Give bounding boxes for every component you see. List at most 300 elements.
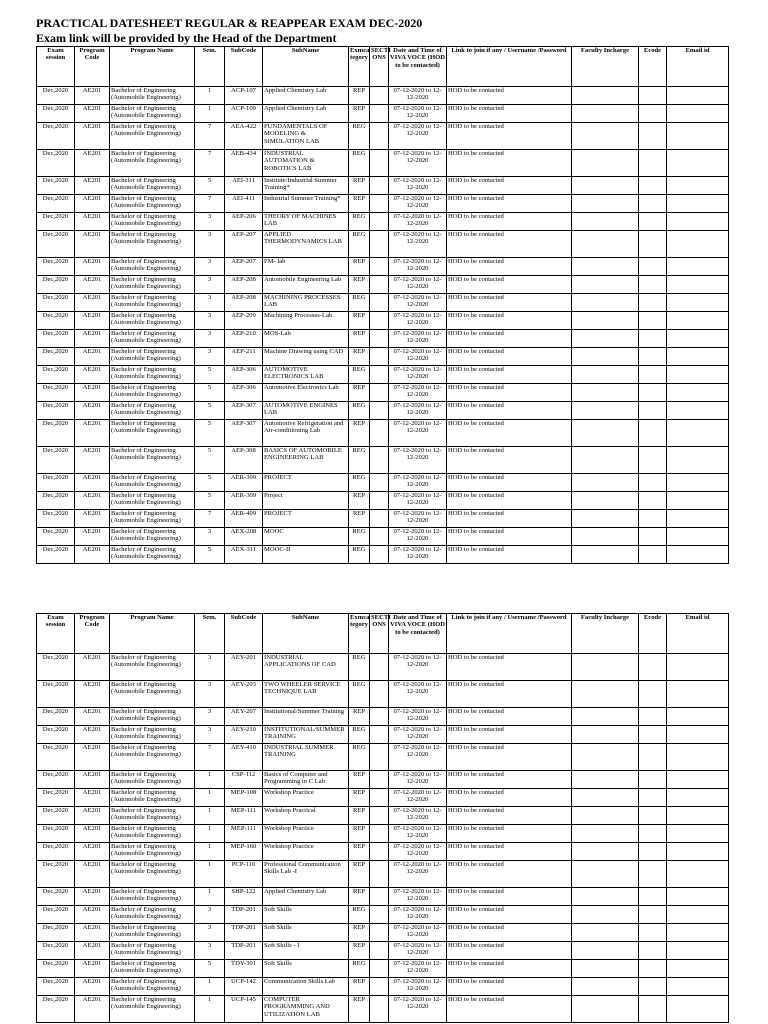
email-id-cell: [667, 492, 729, 510]
email-id-cell: [667, 510, 729, 528]
subcode-cell: AEP-208: [225, 276, 263, 294]
subname-cell: BASICS OF AUTOMOBILE ENGINEERING LAB: [263, 447, 349, 474]
ecode-cell: [639, 312, 667, 330]
join-link-cell: HOD to be contacted: [447, 888, 572, 906]
program-code-cell: AE201: [75, 924, 110, 942]
subcode-cell: AEI-311: [225, 177, 263, 195]
column-header-subname: SubName: [263, 47, 349, 87]
join-link-cell: HOD to be contacted: [447, 348, 572, 366]
sections-cell: [370, 384, 389, 402]
program-code-cell: AE201: [75, 384, 110, 402]
column-header-exam-category: Exmca tegory: [349, 614, 370, 654]
join-link-cell: HOD to be contacted: [447, 906, 572, 924]
faculty-incharge-cell: [572, 510, 639, 528]
exam-category-cell: REP: [349, 807, 370, 825]
column-header-exam-category: Exmca tegory: [349, 47, 370, 87]
sem-cell: 3: [195, 654, 225, 681]
viva-date-cell: 07-12-2020 to 12-12-2020: [389, 402, 447, 420]
viva-date-cell: 07-12-2020 to 12-12-2020: [389, 825, 447, 843]
join-link-cell: HOD to be contacted: [447, 789, 572, 807]
exam-category-cell: REG: [349, 474, 370, 492]
viva-date-cell: 07-12-2020 to 12-12-2020: [389, 960, 447, 978]
faculty-incharge-cell: [572, 708, 639, 726]
table-row: [37, 528, 729, 546]
program-code-cell: AE201: [75, 87, 110, 105]
sections-cell: [370, 546, 389, 564]
sections-cell: [370, 771, 389, 789]
program-code-cell: AE201: [75, 528, 110, 546]
subname-cell: TWO WHEELER SERVICE TECHNIQUE LAB: [263, 681, 349, 708]
sem-cell: 3: [195, 258, 225, 276]
table-row: [37, 843, 729, 861]
viva-date-cell: 07-12-2020 to 12-12-2020: [389, 492, 447, 510]
faculty-incharge-cell: [572, 681, 639, 708]
subcode-cell: MEP-160: [225, 843, 263, 861]
program-name-cell: Bachelor of Engineering (Automobile Engineering): [110, 825, 195, 843]
program-name-cell: Bachelor of Engineering (Automobile Engineering): [110, 384, 195, 402]
program-code-cell: AE201: [75, 960, 110, 978]
exam-category-cell: REG: [349, 213, 370, 231]
ecode-cell: [639, 960, 667, 978]
column-header-faculty-incharge: Faculty Incharge: [572, 614, 639, 654]
join-link-cell: HOD to be contacted: [447, 861, 572, 888]
exam-session-cell: Dec,2020: [37, 276, 75, 294]
sem-cell: 7: [195, 744, 225, 771]
ecode-cell: [639, 906, 667, 924]
subcode-cell: AEY-410: [225, 744, 263, 771]
faculty-incharge-cell: [572, 546, 639, 564]
subcode-cell: CSP-112: [225, 771, 263, 789]
program-code-cell: AE201: [75, 150, 110, 177]
exam-session-cell: Dec,2020: [37, 744, 75, 771]
program-name-cell: Bachelor of Engineering (Automobile Engineering): [110, 654, 195, 681]
program-code-cell: AE201: [75, 276, 110, 294]
subcode-cell: AEP-206: [225, 213, 263, 231]
program-code-cell: AE201: [75, 213, 110, 231]
viva-date-cell: 07-12-2020 to 12-12-2020: [389, 231, 447, 258]
ecode-cell: [639, 708, 667, 726]
exam-category-cell: REP: [349, 978, 370, 996]
table-header-row: [37, 614, 729, 654]
exam-category-cell: REP: [349, 825, 370, 843]
sections-cell: [370, 861, 389, 888]
exam-session-cell: Dec,2020: [37, 258, 75, 276]
sections-cell: [370, 231, 389, 258]
sections-cell: [370, 906, 389, 924]
table-row: [37, 681, 729, 708]
table-row: [37, 474, 729, 492]
exam-category-cell: REG: [349, 447, 370, 474]
ecode-cell: [639, 825, 667, 843]
program-code-cell: AE201: [75, 195, 110, 213]
subcode-cell: UCP-142: [225, 978, 263, 996]
program-name-cell: Bachelor of Engineering (Automobile Engineering): [110, 231, 195, 258]
subname-cell: MOOC-II: [263, 546, 349, 564]
table-row: [37, 906, 729, 924]
faculty-incharge-cell: [572, 312, 639, 330]
table-row: [37, 348, 729, 366]
program-code-cell: AE201: [75, 843, 110, 861]
exam-category-cell: REP: [349, 195, 370, 213]
sem-cell: 5: [195, 546, 225, 564]
email-id-cell: [667, 906, 729, 924]
subcode-cell: AER-409: [225, 510, 263, 528]
program-name-cell: Bachelor of Engineering (Automobile Engineering): [110, 348, 195, 366]
viva-date-cell: 07-12-2020 to 12-12-2020: [389, 546, 447, 564]
sections-cell: [370, 708, 389, 726]
sem-cell: 5: [195, 366, 225, 384]
subname-cell: MOS-Lab: [263, 330, 349, 348]
exam-category-cell: REP: [349, 258, 370, 276]
exam-session-cell: Dec,2020: [37, 906, 75, 924]
subname-cell: Applied Chemistry Lab: [263, 87, 349, 105]
exam-session-cell: Dec,2020: [37, 150, 75, 177]
viva-date-cell: 07-12-2020 to 12-12-2020: [389, 744, 447, 771]
ecode-cell: [639, 105, 667, 123]
program-name-cell: Bachelor of Engineering (Automobile Engineering): [110, 771, 195, 789]
table-row: [37, 105, 729, 123]
sem-cell: 3: [195, 312, 225, 330]
subcode-cell: AEY-210: [225, 726, 263, 744]
program-name-cell: Bachelor of Engineering (Automobile Engineering): [110, 213, 195, 231]
program-code-cell: AE201: [75, 312, 110, 330]
program-name-cell: Bachelor of Engineering (Automobile Engineering): [110, 150, 195, 177]
sections-cell: [370, 978, 389, 996]
email-id-cell: [667, 276, 729, 294]
exam-category-cell: REG: [349, 150, 370, 177]
sections-cell: [370, 213, 389, 231]
table-row: [37, 492, 729, 510]
subcode-cell: MEP-111: [225, 807, 263, 825]
program-name-cell: Bachelor of Engineering (Automobile Engineering): [110, 681, 195, 708]
ecode-cell: [639, 258, 667, 276]
exam-category-cell: REP: [349, 105, 370, 123]
viva-date-cell: 07-12-2020 to 12-12-2020: [389, 681, 447, 708]
sem-cell: 3: [195, 942, 225, 960]
column-header-email-id: Email id: [667, 47, 729, 87]
exam-session-cell: Dec,2020: [37, 213, 75, 231]
ecode-cell: [639, 330, 667, 348]
sections-cell: [370, 996, 389, 1023]
column-header-faculty-incharge: Faculty Incharge: [572, 47, 639, 87]
sections-cell: [370, 888, 389, 906]
sem-cell: 3: [195, 708, 225, 726]
sem-cell: 5: [195, 384, 225, 402]
viva-date-cell: 07-12-2020 to 12-12-2020: [389, 177, 447, 195]
subname-cell: FM- lab: [263, 258, 349, 276]
program-code-cell: AE201: [75, 447, 110, 474]
program-name-cell: Bachelor of Engineering (Automobile Engineering): [110, 924, 195, 942]
email-id-cell: [667, 150, 729, 177]
column-header-ecode: Ecode: [639, 47, 667, 87]
program-code-cell: AE201: [75, 906, 110, 924]
program-code-cell: AE201: [75, 420, 110, 447]
faculty-incharge-cell: [572, 420, 639, 447]
program-code-cell: AE201: [75, 771, 110, 789]
subcode-cell: AEX-208: [225, 528, 263, 546]
join-link-cell: HOD to be contacted: [447, 474, 572, 492]
ecode-cell: [639, 888, 667, 906]
exam-category-cell: REG: [349, 744, 370, 771]
viva-date-cell: 07-12-2020 to 12-12-2020: [389, 654, 447, 681]
table-row: [37, 708, 729, 726]
table-row: [37, 942, 729, 960]
email-id-cell: [667, 888, 729, 906]
exam-session-cell: Dec,2020: [37, 87, 75, 105]
subcode-cell: AEI-411: [225, 195, 263, 213]
table-row: [37, 996, 729, 1023]
exam-session-cell: Dec,2020: [37, 960, 75, 978]
join-link-cell: HOD to be contacted: [447, 294, 572, 312]
sections-cell: [370, 942, 389, 960]
subname-cell: MACHINING PROCESSES LAB: [263, 294, 349, 312]
join-link-cell: HOD to be contacted: [447, 807, 572, 825]
viva-date-cell: 07-12-2020 to 12-12-2020: [389, 348, 447, 366]
subcode-cell: MEP-111: [225, 825, 263, 843]
sem-cell: 1: [195, 105, 225, 123]
email-id-cell: [667, 978, 729, 996]
ecode-cell: [639, 861, 667, 888]
ecode-cell: [639, 924, 667, 942]
program-code-cell: AE201: [75, 681, 110, 708]
sem-cell: 7: [195, 195, 225, 213]
sem-cell: 3: [195, 528, 225, 546]
sections-cell: [370, 681, 389, 708]
sections-cell: [370, 177, 389, 195]
subcode-cell: AEP-207: [225, 231, 263, 258]
faculty-incharge-cell: [572, 789, 639, 807]
table-row: [37, 744, 729, 771]
subcode-cell: AEP-210: [225, 330, 263, 348]
ecode-cell: [639, 195, 667, 213]
exam-session-cell: Dec,2020: [37, 231, 75, 258]
ecode-cell: [639, 546, 667, 564]
subcode-cell: AEP-306: [225, 366, 263, 384]
table-row: [37, 330, 729, 348]
viva-date-cell: 07-12-2020 to 12-12-2020: [389, 510, 447, 528]
subname-cell: Basics of Computer and Programming in C Lab: [263, 771, 349, 789]
program-name-cell: Bachelor of Engineering (Automobile Engineering): [110, 276, 195, 294]
column-header-join-link: Link to join if any / Username /Password: [447, 47, 572, 87]
ecode-cell: [639, 510, 667, 528]
sem-cell: 3: [195, 726, 225, 744]
sem-cell: 7: [195, 150, 225, 177]
sections-cell: [370, 348, 389, 366]
ecode-cell: [639, 843, 667, 861]
exam-category-cell: REG: [349, 123, 370, 150]
exam-category-cell: REG: [349, 726, 370, 744]
faculty-incharge-cell: [572, 87, 639, 105]
exam-session-cell: Dec,2020: [37, 105, 75, 123]
viva-date-cell: 07-12-2020 to 12-12-2020: [389, 771, 447, 789]
table-row: [37, 546, 729, 564]
exam-session-cell: Dec,2020: [37, 681, 75, 708]
datesheet-table-1: [36, 46, 729, 564]
faculty-incharge-cell: [572, 348, 639, 366]
viva-date-cell: 07-12-2020 to 12-12-2020: [389, 258, 447, 276]
subname-cell: MOOC: [263, 528, 349, 546]
join-link-cell: HOD to be contacted: [447, 492, 572, 510]
table-row: [37, 87, 729, 105]
join-link-cell: HOD to be contacted: [447, 150, 572, 177]
program-name-cell: Bachelor of Engineering (Automobile Engineering): [110, 996, 195, 1023]
exam-category-cell: REG: [349, 546, 370, 564]
table-row: [37, 366, 729, 384]
faculty-incharge-cell: [572, 996, 639, 1023]
exam-category-cell: REP: [349, 276, 370, 294]
exam-category-cell: REG: [349, 906, 370, 924]
exam-category-cell: REP: [349, 87, 370, 105]
column-header-subname: SubName: [263, 614, 349, 654]
viva-date-cell: 07-12-2020 to 12-12-2020: [389, 942, 447, 960]
join-link-cell: HOD to be contacted: [447, 105, 572, 123]
program-name-cell: Bachelor of Engineering (Automobile Engineering): [110, 195, 195, 213]
join-link-cell: HOD to be contacted: [447, 330, 572, 348]
join-link-cell: HOD to be contacted: [447, 213, 572, 231]
email-id-cell: [667, 825, 729, 843]
email-id-cell: [667, 348, 729, 366]
email-id-cell: [667, 744, 729, 771]
faculty-incharge-cell: [572, 258, 639, 276]
subname-cell: Soft Skills: [263, 906, 349, 924]
subcode-cell: AEP-307: [225, 420, 263, 447]
viva-date-cell: 07-12-2020 to 12-12-2020: [389, 312, 447, 330]
program-code-cell: AE201: [75, 789, 110, 807]
table-row: [37, 654, 729, 681]
sections-cell: [370, 123, 389, 150]
column-header-sections: SECTI ONS: [370, 47, 389, 87]
subname-cell: Automotive Electronics Lab: [263, 384, 349, 402]
email-id-cell: [667, 960, 729, 978]
subcode-cell: AEP-208: [225, 294, 263, 312]
column-header-sem: Sem.: [195, 614, 225, 654]
exam-session-cell: Dec,2020: [37, 366, 75, 384]
table-row: [37, 123, 729, 150]
program-name-cell: Bachelor of Engineering (Automobile Engineering): [110, 105, 195, 123]
exam-category-cell: REP: [349, 708, 370, 726]
program-code-cell: AE201: [75, 978, 110, 996]
program-code-cell: AE201: [75, 708, 110, 726]
table-row: [37, 726, 729, 744]
sem-cell: 1: [195, 996, 225, 1023]
join-link-cell: HOD to be contacted: [447, 276, 572, 294]
subname-cell: PROJECT: [263, 474, 349, 492]
ecode-cell: [639, 447, 667, 474]
exam-session-cell: Dec,2020: [37, 195, 75, 213]
table-row: [37, 312, 729, 330]
sections-cell: [370, 789, 389, 807]
viva-date-cell: 07-12-2020 to 12-12-2020: [389, 105, 447, 123]
program-name-cell: Bachelor of Engineering (Automobile Engineering): [110, 726, 195, 744]
faculty-incharge-cell: [572, 492, 639, 510]
subname-cell: FUNDAMENTALS OF MODELING & SIMULATION LAB: [263, 123, 349, 150]
exam-session-cell: Dec,2020: [37, 123, 75, 150]
join-link-cell: HOD to be contacted: [447, 978, 572, 996]
viva-date-cell: 07-12-2020 to 12-12-2020: [389, 447, 447, 474]
table-row: [37, 960, 729, 978]
exam-category-cell: REG: [349, 294, 370, 312]
exam-category-cell: REP: [349, 177, 370, 195]
exam-category-cell: REP: [349, 384, 370, 402]
ecode-cell: [639, 87, 667, 105]
join-link-cell: HOD to be contacted: [447, 402, 572, 420]
table-row: [37, 294, 729, 312]
exam-category-cell: REP: [349, 942, 370, 960]
subname-cell: INDUSTRIAL APPLICATIONS OF CAD: [263, 654, 349, 681]
join-link-cell: HOD to be contacted: [447, 843, 572, 861]
sections-cell: [370, 312, 389, 330]
ecode-cell: [639, 294, 667, 312]
subname-cell: INSTITUTIONAL/SUMMER TRAINING: [263, 726, 349, 744]
faculty-incharge-cell: [572, 960, 639, 978]
subname-cell: Applied Chemistry Lab: [263, 105, 349, 123]
join-link-cell: HOD to be contacted: [447, 510, 572, 528]
faculty-incharge-cell: [572, 474, 639, 492]
join-link-cell: HOD to be contacted: [447, 654, 572, 681]
program-code-cell: AE201: [75, 942, 110, 960]
exam-session-cell: Dec,2020: [37, 843, 75, 861]
faculty-incharge-cell: [572, 294, 639, 312]
ecode-cell: [639, 789, 667, 807]
ecode-cell: [639, 177, 667, 195]
faculty-incharge-cell: [572, 384, 639, 402]
subcode-cell: AEY-207: [225, 708, 263, 726]
sem-cell: 1: [195, 771, 225, 789]
email-id-cell: [667, 123, 729, 150]
datesheet-table-2: [36, 613, 729, 1023]
join-link-cell: HOD to be contacted: [447, 771, 572, 789]
ecode-cell: [639, 402, 667, 420]
exam-session-cell: Dec,2020: [37, 888, 75, 906]
viva-date-cell: 07-12-2020 to 12-12-2020: [389, 861, 447, 888]
subname-cell: Industrial Summer Training*: [263, 195, 349, 213]
exam-category-cell: REP: [349, 789, 370, 807]
exam-category-cell: REP: [349, 924, 370, 942]
subcode-cell: AER-309: [225, 474, 263, 492]
exam-category-cell: REG: [349, 231, 370, 258]
faculty-incharge-cell: [572, 771, 639, 789]
sections-cell: [370, 528, 389, 546]
sem-cell: 3: [195, 906, 225, 924]
exam-category-cell: REG: [349, 654, 370, 681]
sections-cell: [370, 807, 389, 825]
exam-session-cell: Dec,2020: [37, 177, 75, 195]
faculty-incharge-cell: [572, 861, 639, 888]
sections-cell: [370, 843, 389, 861]
viva-date-cell: 07-12-2020 to 12-12-2020: [389, 789, 447, 807]
subcode-cell: AEP-211: [225, 348, 263, 366]
ecode-cell: [639, 348, 667, 366]
ecode-cell: [639, 420, 667, 447]
program-name-cell: Bachelor of Engineering (Automobile Engineering): [110, 942, 195, 960]
sections-cell: [370, 924, 389, 942]
exam-category-cell: REP: [349, 888, 370, 906]
ecode-cell: [639, 474, 667, 492]
faculty-incharge-cell: [572, 231, 639, 258]
join-link-cell: HOD to be contacted: [447, 681, 572, 708]
table-row: [37, 213, 729, 231]
column-header-program-name: Program Name: [110, 47, 195, 87]
exam-session-cell: Dec,2020: [37, 546, 75, 564]
program-name-cell: Bachelor of Engineering (Automobile Engineering): [110, 402, 195, 420]
exam-session-cell: Dec,2020: [37, 330, 75, 348]
sem-cell: 3: [195, 276, 225, 294]
table-row: [37, 420, 729, 447]
viva-date-cell: 07-12-2020 to 12-12-2020: [389, 123, 447, 150]
email-id-cell: [667, 654, 729, 681]
program-name-cell: Bachelor of Engineering (Automobile Engineering): [110, 906, 195, 924]
ecode-cell: [639, 744, 667, 771]
